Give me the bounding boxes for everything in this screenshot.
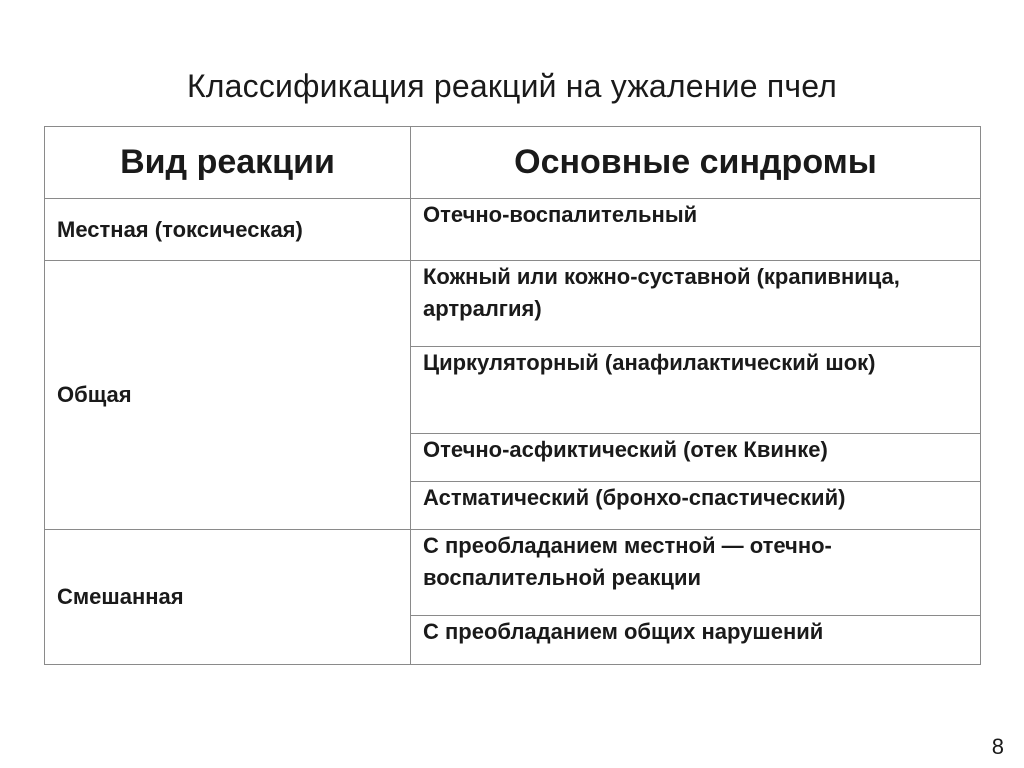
syndrome-cell: С преобладанием местной — отечно-воспалительной реакции [411, 530, 981, 616]
column-header-kind: Вид реакции [45, 127, 411, 199]
page-title: Классификация реакций на ужаление пчел [186, 68, 838, 104]
syndrome-cell: Отечно-асфиктический (отек Квинке) [411, 434, 981, 482]
syndrome-cell: С преобладанием общих нарушений [411, 616, 981, 665]
table-header-row [45, 127, 981, 199]
table-row [45, 261, 981, 347]
reaction-kind-cell: Общая [45, 261, 411, 530]
column-header-syndromes: Основные синдромы [411, 127, 981, 199]
reaction-kind-cell: Смешанная [45, 530, 411, 665]
syndrome-cell: Отечно-воспалительный [411, 199, 981, 261]
reaction-kind-cell: Местная (токсическая) [45, 199, 411, 261]
page-number: 8 [991, 734, 1004, 759]
table-row [45, 199, 981, 261]
syndrome-cell: Циркуляторный (анафилактический шок) [411, 347, 981, 434]
classification-table [44, 126, 981, 665]
syndrome-cell: Астматический (бронхо-спастический) [411, 482, 981, 530]
syndrome-cell: Кожный или кожно-суставной (крапивница, артралгия) [411, 261, 981, 347]
table-row [45, 530, 981, 616]
